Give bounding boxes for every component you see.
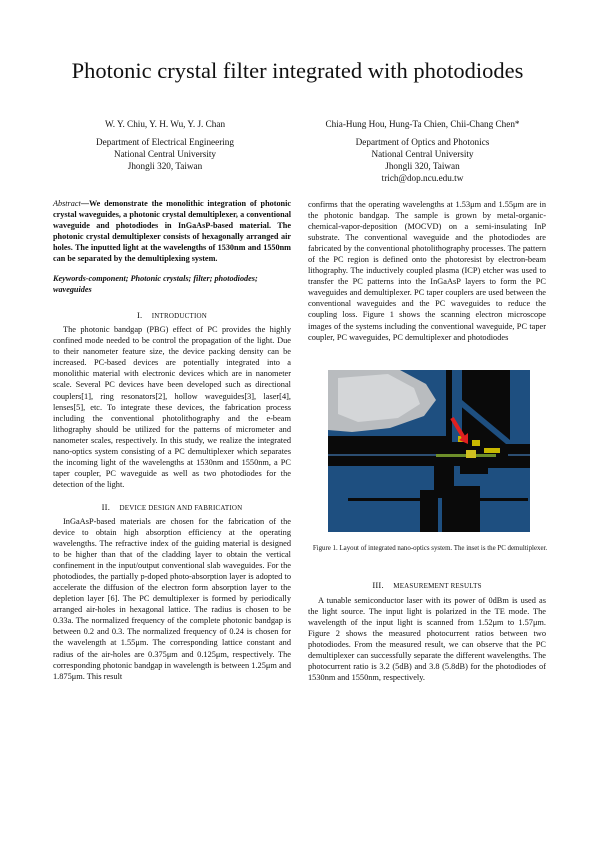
figure-1-caption: Figure 1. Layout of integrated nano-optics system. The inset is the PC demultiplexer.: [312, 545, 548, 552]
author-names-right: Chia-Hung Hou, Hung-Ta Chien, Chii-Chang Chen*: [325, 119, 520, 129]
design-paragraph: InGaAsP-based materials are chosen for the fabrication of the device to obtain high absorption efficiency at the operating wavelengths. The refractive index of the guiding material is designed to be higher than that of the cladding layer to obtain the vertical confinement in the input/output conventional slab waveguides. For the photodiodes, the partially p-doped photo-absorption layer is adopted to accelerate the diffusion of the electron form absorption layer to the depletion layer [6]. The PC demultiplexer is formed by periodically arranged air-holes in hexagonal lattice. The radius is chosen to be 0.33a. The normalized frequency of the complete photonic bandgap is between 0.2 and 0.3. The normalized frequency of 0.24 is chosen for the wavelength at 1.55μm. The corresponding lattice constant and radius of the air-holes are 0.375μm and 0.125μm, respectively. The corresponding photonic bandgap in wavelength is between 1.25μm and 1.875μm. This result: [53, 516, 291, 681]
results-body: [308, 595, 546, 683]
left-column: [53, 199, 291, 682]
introduction-body: [53, 324, 291, 490]
design-body: [53, 516, 291, 682]
section-number: I.: [136, 310, 143, 321]
design-paragraph-continued: confirms that the operating wavelengths at 1.53μm and 1.55μm are in the photonic bandgap. The sample is grown by metal-organic-chemical-vapor-deposition (MOCVD) on a semi-insulating InP substrate. The conventional waveguide and the photodiodes are fabricated by the conventional photolithography processes. The pattern of the PC region is defined onto the photoresist by electron-beam lithography. The inductively coupled plasma (ICP) etcher was used to transfer the PC patterns into the InGaAsP layers to form the PC waveguides and demultiplexer. PC taper couplers are used between the conventional waveguides and the PC waveguides to reduce the coupling loss. Figure 1 shows the scanning electron microscope images of the systems including the conventional waveguide, PC taper coupler, PC waveguides, PC demultiplexer and photodiodes: [308, 200, 546, 342]
design-body-continued: [308, 199, 546, 343]
author-dept-right: Department of Optics and Photonics: [355, 137, 490, 147]
section-heading-design: [53, 502, 291, 512]
abstract-text: —We demonstrate the monolithic integration of photonic crystal waveguides, a photonic crystal demultiplexer, a conventional waveguide and photodiodes in InGaAsP-based material. The photonic crystal demultiplexer consists of hexagonally arranged air holes. The inputted light at the wavelengths of 1530nm and 1550nm can be separated by the demultiplexing system.: [53, 199, 291, 263]
section-title: DEVICE DESIGN AND FABRICATION: [119, 503, 243, 512]
authors-left: [60, 118, 270, 172]
sem-device-layout: [328, 370, 530, 532]
section-heading-introduction: [53, 310, 291, 320]
paper-title: Photonic crystal filter integrated with photodiodes: [71, 58, 524, 83]
section-heading-results: [308, 580, 546, 590]
author-addr-right: Jhongli 320, Taiwan: [385, 161, 460, 171]
author-names-left: W. Y. Chiu, Y. H. Wu, Y. J. Chan: [104, 119, 226, 129]
section-number: II.: [101, 501, 111, 512]
right-column: [308, 199, 546, 343]
keywords: Keywords-component; Photonic crystals; filter; photodiodes; waveguides: [53, 274, 258, 295]
section-number: III.: [372, 580, 384, 590]
author-univ-right: National Central University: [371, 149, 474, 159]
abstract-label: Abstract: [53, 199, 81, 208]
author-addr-left: Jhongli 320, Taiwan: [127, 161, 203, 171]
author-email[interactable]: trich@dop.ncu.edu.tw: [381, 173, 464, 183]
section-title: MEASUREMENT RESULTS: [393, 582, 482, 590]
abstract: [53, 199, 291, 264]
authors-right: [305, 118, 540, 184]
photodiode-pad: [472, 440, 480, 446]
introduction-paragraph: The photonic bandgap (PBG) effect of PC provides the highly confined mode needed to be control the propagation of the light. Due to their nanometer feature size, the device packing density can be increased. PC-based devices are potentially integrated into a monolithic material with electronic devices which are in nanometer scale. Several PC devices have been developed such as directional couplers[1], ring resonators[2], hollow waveguides[3], laser[4], lenses[5], etc. To integrate these devices, the fabrication process including the conventional photolithography and the e-beam lithography should be utilized for the patterns of micrometer and nanometer scales, respectively. In this study, we realize the integrated nano-optics system consisting of a PC demultiplexer which separates the incoming light of the wavelengths at 1530nm and 1550nm, a PC taper coupler, PC waveguide as well as two photodiodes for the detection of the light.: [53, 325, 291, 489]
results-paragraph: A tunable semiconductor laser with its power of 0dBm is used as the light source. The input light is polarized in the TE mode. The wavelength of the input light is scanned from 1.52μm to 1.57μm. Figure 2 shows the measured photocurrent ratios between two photodiodes. From the measured result, we can observe that the PC demultiplexer can successfully separate the different wavelengths. The photocurrent ratio is 3.2 (5dB) and 3.8 (5.8dB) for the photodiodes of 1530nm and 1550nm, respectively.: [308, 596, 546, 683]
figure-1-image: [328, 370, 530, 532]
author-dept-left: Department of Electrical Engineering: [95, 137, 234, 147]
author-univ-left: National Central University: [113, 149, 217, 159]
section-title: INTRODUCTION: [151, 312, 208, 321]
